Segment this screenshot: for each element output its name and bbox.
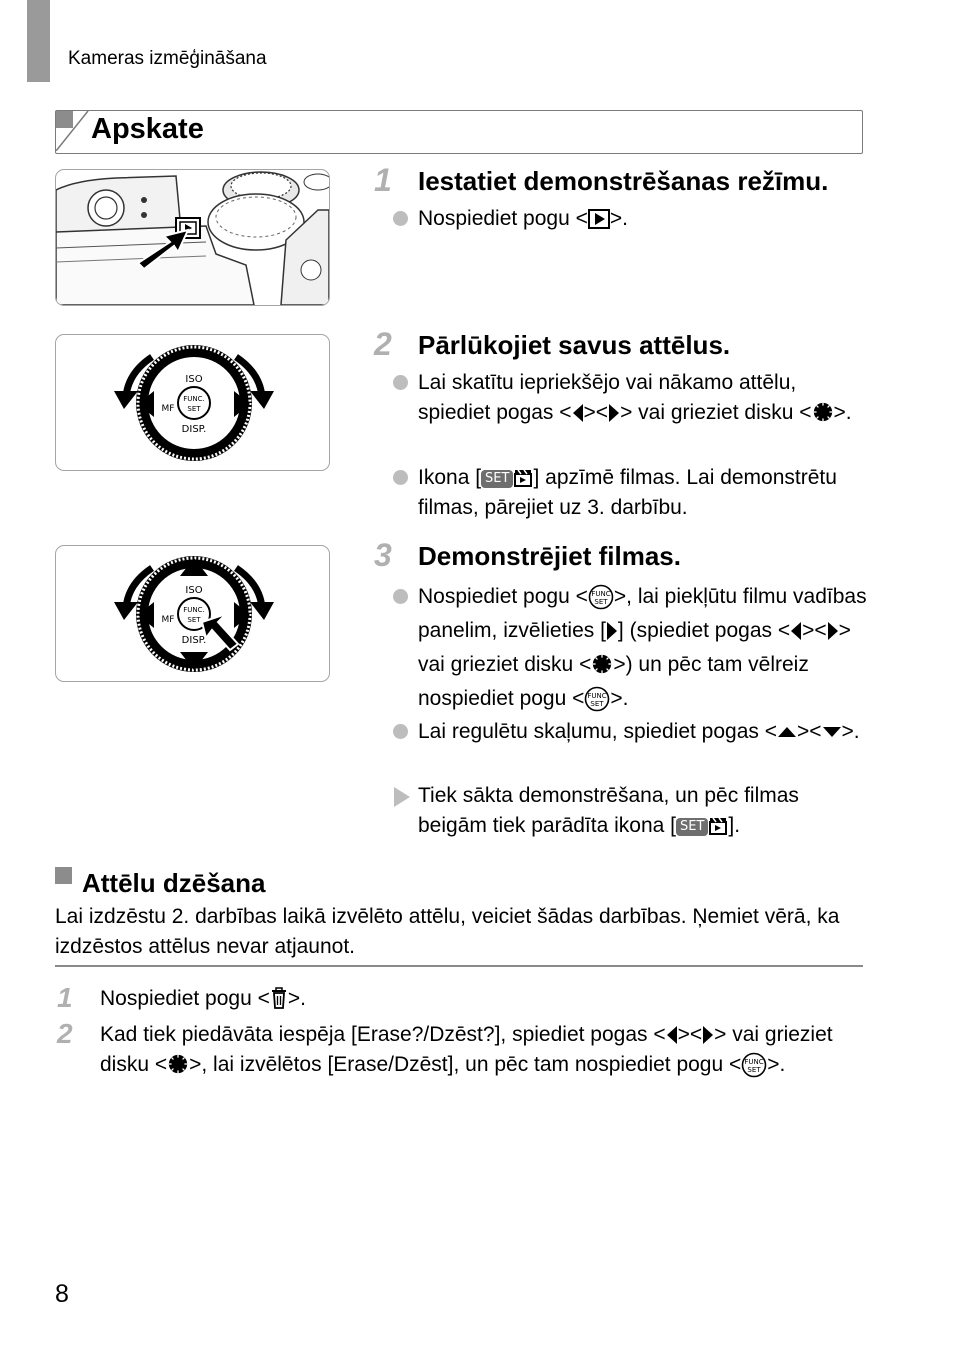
section-title: Apskate bbox=[91, 113, 204, 145]
step-2-number: 2 bbox=[374, 326, 392, 362]
erase-step-1-text: Nospiediet pogu < >. bbox=[100, 987, 306, 1010]
step-3-bullet-2: Lai regulētu skaļumu, spiediet pogas < >< >. bbox=[418, 720, 860, 743]
right-arrow-icon bbox=[827, 621, 839, 641]
bullet-icon bbox=[393, 375, 408, 390]
step-2-title: Pārlūkojiet savus attēlus. bbox=[418, 330, 731, 360]
step-3-result: Tiek sākta demonstrēšana, un pēc filmas beigām tiek parādīta ikona [ SET ]. bbox=[418, 784, 799, 837]
left-arrow-icon bbox=[790, 621, 802, 641]
left-arrow-icon bbox=[572, 403, 584, 423]
dial-label-iso: ISO bbox=[185, 585, 203, 596]
divider bbox=[55, 965, 863, 967]
dial-label-disp: DISP. bbox=[181, 424, 207, 435]
running-header: Kameras izmēģināšana bbox=[68, 48, 267, 69]
movie-icon bbox=[708, 816, 728, 836]
up-arrow-icon bbox=[777, 726, 797, 738]
bullet-icon bbox=[393, 589, 408, 604]
dial-label-func: FUNC. bbox=[183, 395, 205, 403]
step-3-number: 3 bbox=[374, 537, 392, 573]
play-triangle-icon bbox=[606, 621, 618, 641]
trash-icon bbox=[270, 987, 288, 1009]
dial-label-func: FUNC. bbox=[183, 606, 205, 614]
set-badge-icon: SET bbox=[676, 818, 708, 836]
movie-icon bbox=[513, 468, 533, 488]
section-corner-icon bbox=[56, 111, 96, 151]
dial-label-disp: DISP. bbox=[181, 635, 207, 646]
step-1-title: Iestatiet demonstrēšanas režīmu. bbox=[418, 166, 829, 196]
left-arrow-icon bbox=[666, 1025, 678, 1045]
right-arrow-icon bbox=[608, 403, 620, 423]
step-3-bullet-1: Nospiediet pogu < >, lai piekļūtu filmu vadības panelim, izvēlieties [ ] (spiediet pogas < >< > vai grieziet disku < >) un pēc tam vēlreiz nospiediet pogu < >. bbox=[418, 585, 867, 710]
step-1-bullet-1: Nospiediet pogu < >. bbox=[418, 207, 628, 230]
camera-illustration-play-button bbox=[55, 169, 330, 306]
dial-label-iso: ISO bbox=[185, 374, 203, 385]
erase-intro: Lai izdzēstu 2. darbības laikā izvēlēto attēlu, veiciet šādas darbības. Ņemiet vērā, ka izdzēstos attēlus nevar atjaunot. bbox=[55, 905, 840, 958]
func-set-button-icon bbox=[741, 1052, 767, 1078]
dial-label-mf: MF bbox=[161, 615, 175, 625]
play-button-icon bbox=[588, 209, 610, 229]
page-number: 8 bbox=[55, 1280, 69, 1308]
set-badge-icon: SET bbox=[481, 470, 513, 488]
dial-label-mf: MF bbox=[161, 404, 175, 414]
control-dial-icon bbox=[812, 401, 834, 423]
dial-label-set: SET bbox=[187, 616, 201, 624]
control-dial-icon bbox=[167, 1053, 189, 1075]
dial-label-set: SET bbox=[187, 405, 201, 413]
dial-illustration-browse bbox=[55, 334, 330, 471]
bullet-icon bbox=[393, 211, 408, 226]
step-2-bullet-1: Lai skatītu iepriekšējo vai nākamo attēlu, spiediet pogas < >< > vai grieziet disku < >. bbox=[418, 371, 852, 424]
step-1-number: 1 bbox=[374, 162, 392, 198]
right-arrow-icon bbox=[702, 1025, 714, 1045]
erase-title: Attēlu dzēšana bbox=[82, 868, 266, 898]
erase-step-2-number: 2 bbox=[57, 1018, 73, 1049]
dial-illustration-funcset bbox=[55, 545, 330, 682]
func-set-button-icon bbox=[584, 686, 610, 712]
bullet-icon bbox=[393, 724, 408, 739]
step-2-bullet-2: Ikona [ SET ] apzīmē filmas. Lai demonstrētu filmas, pārejiet uz 3. darbību. bbox=[418, 466, 837, 519]
erase-step-1-number: 1 bbox=[57, 982, 73, 1013]
down-arrow-icon bbox=[822, 726, 842, 738]
control-dial-icon bbox=[591, 653, 613, 675]
erase-step-2-text: Kad tiek piedāvāta iespēja [Erase?/Dzēst?], spiediet pogas < >< > vai grieziet disku < >, lai izvēlētos [Erase/Dzēst], un pēc tam nospiediet pogu < >. bbox=[100, 1023, 833, 1076]
result-arrow-icon bbox=[394, 787, 410, 807]
step-3-title: Demonstrējiet filmas. bbox=[418, 541, 681, 571]
subsection-marker-icon bbox=[55, 867, 72, 884]
chapter-tab bbox=[27, 0, 50, 82]
func-set-button-icon bbox=[588, 584, 614, 610]
bullet-icon bbox=[393, 470, 408, 485]
